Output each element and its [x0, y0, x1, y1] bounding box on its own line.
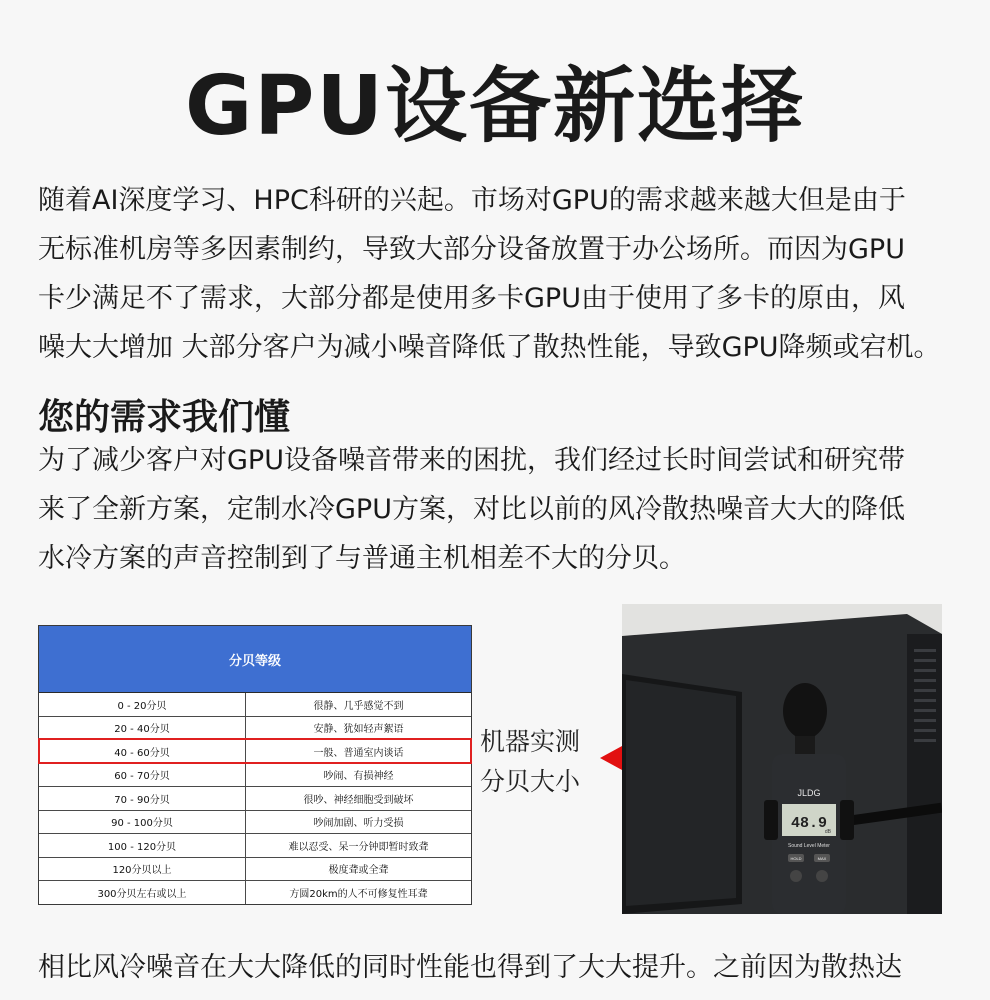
sound-meter-photo — [622, 604, 942, 914]
meter-brand: JLDG — [797, 788, 821, 798]
table-row — [39, 857, 471, 881]
decibel-table-body — [39, 693, 471, 904]
decibel-level-cell: 90 - 100分贝 — [39, 811, 246, 834]
red-arrow-icon — [600, 746, 622, 770]
table-row — [39, 880, 471, 904]
sound-meter-photo-illustration — [622, 604, 942, 914]
decibel-level-cell: 20 - 40分贝 — [39, 717, 246, 740]
table-row — [39, 786, 471, 810]
decibel-description-cell: 一般、普通室内谈话 — [313, 747, 404, 759]
meter-hold-label: HOLD — [790, 856, 802, 861]
decibel-level-cell: 40 - 60分贝 — [39, 740, 246, 763]
decibel-level-cell: 100 - 120分贝 — [39, 834, 246, 857]
decibel-description-cell: 安静、犹如轻声絮语 — [313, 724, 404, 736]
table-row — [39, 716, 471, 740]
meter-reading: 48.9 — [790, 815, 828, 832]
decibel-description-cell: 很吵、神经细胞受到破坏 — [303, 794, 414, 806]
solution-paragraph: 为了减少客户对GPU设备噪音带来的困扰，我们经过长时间尝试和研究带 来了全新方案，定制水冷GPU方案，对比以前的风冷散热噪音大大的降低 水冷方案的声音控制到了与普通主机相差不大的分贝。 — [38, 445, 905, 574]
decibel-description-cell: 吵闹、有损神经 — [323, 771, 394, 783]
decibel-table-header: 分贝等级 — [39, 626, 471, 693]
table-row — [39, 810, 471, 834]
decibel-description-cell: 吵闹加剧、听力受损 — [313, 818, 404, 830]
table-row — [39, 739, 471, 763]
meter-model: Sound Level Meter — [788, 843, 830, 849]
decibel-level-cell: 70 - 90分贝 — [39, 787, 246, 810]
section-heading: 您的需求我们懂 — [38, 397, 291, 438]
meter-unit: dB — [824, 829, 831, 835]
decibel-level-cell: 120分贝以上 — [39, 858, 246, 881]
page-title: GPU设备新选择 — [185, 59, 805, 154]
decibel-description-cell: 方圆20km的人不可修复性耳聋 — [289, 888, 428, 900]
decibel-level-cell: 60 - 70分贝 — [39, 764, 246, 787]
decibel-level-cell: 300分贝左右或以上 — [39, 881, 246, 904]
decibel-table — [38, 625, 472, 905]
table-row — [39, 833, 471, 857]
decibel-description-cell: 难以忍受、呆一分钟即暂时致聋 — [288, 841, 429, 853]
decibel-description-cell: 极度聋或全聋 — [328, 865, 389, 877]
decibel-description-cell: 很静、几乎感觉不到 — [313, 700, 404, 712]
table-row — [39, 763, 471, 787]
decibel-level-cell: 0 - 20分贝 — [39, 693, 246, 716]
intro-paragraph: 随着AI深度学习、HPC科研的兴起。市场对GPU的需求越来越大但是由于 无标准机房等多因素制约，导致大部分设备放置于办公场所。而因为GPU 卡少满足不了需求，大部分都是使用多卡GPU由于使用了多卡的原由，风 噪大大增加 大部分客户为减小噪音降低了散热性能，导致GPU降频或宕机。 — [38, 185, 941, 363]
closing-paragraph: 相比风冷噪音在大大降低的同时性能也得到了大大提升。之前因为散热达 — [38, 952, 902, 983]
table-row — [39, 693, 471, 716]
measure-label: 机器实测 分贝大小 — [480, 727, 581, 796]
meter-max-label: MAX — [817, 856, 827, 861]
